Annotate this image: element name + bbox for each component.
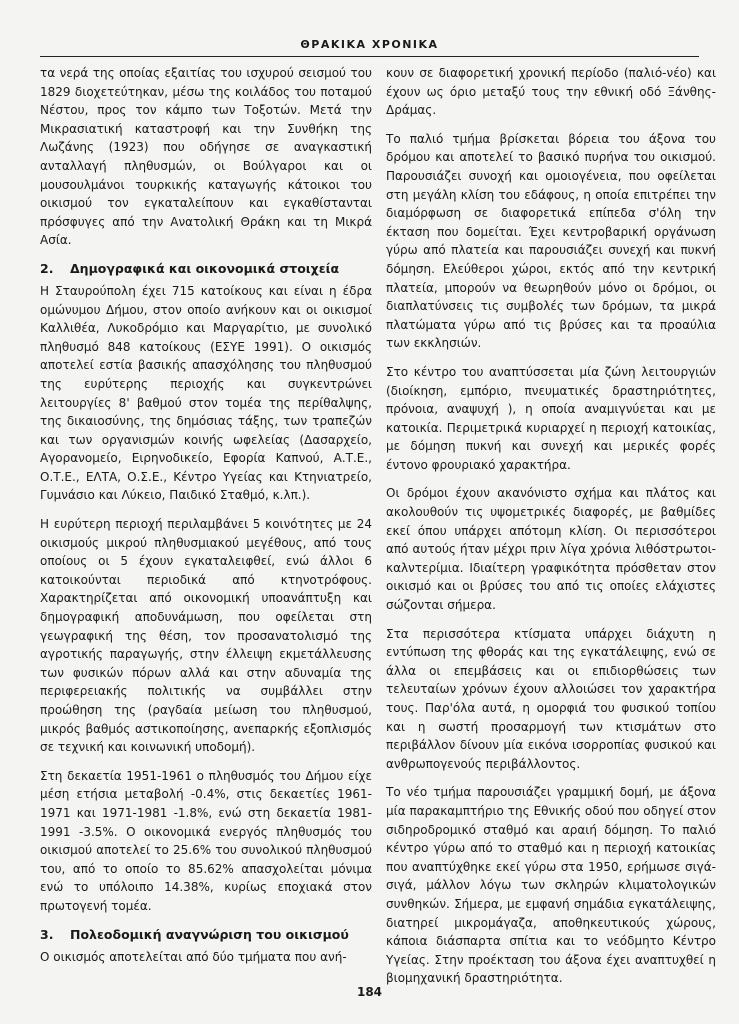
running-title: ΘΡΑΚΙΚΑ ΧΡΟΝΙΚΑ	[300, 38, 439, 51]
section-heading-2	[40, 260, 372, 278]
paragraph: Το παλιό τμήμα βρίσκεται βόρεια του άξονα του δρόμου και αποτελεί το βασικό πυρήνα του οικισμού. Παρουσιάζει συνοχή και ομοιογένεια, που οφείλεται στη μεγάλη κλίση του εδάφους, η οποία επιτρέπει την διαμόρφωση σε διαφορετικά επίπεδα σ'όλη την έκταση που δομείται. Έχει κεντροβαρική οργάνωση γύρω από πλατεία και παρουσιάζει συνεχή και πυκνή δόμηση. Ελεύθεροι χώροι, εκτός από την κεντρική πλατεία, μπορούν να θεωρηθούν μόνο οι δρόμοι, οι διαπλατύνσεις τις συμβολές των δρόμων, τα μικρά πλατώματα γύρω από τις βρύσες και τα προαύλια των εκκλησιών.	[386, 131, 716, 351]
right-column	[386, 64, 716, 998]
paragraph: Το νέο τμήμα παρουσιάζει γραμμική δομή, με άξονα μία παρακαμπτήριο της Εθνικής οδού που οδηγεί στον σιδηροδρομικό σταθμό και αραιή δόμηση. Το παλιό κέντρο γύρω από το σταθμό και η περιοχή κατοικίας που αναπτύχθηκε εκεί γύρω στα 1950, ερήμωσε σιγά-σιγά, μάλλον λόγω των σκληρών κλιματολογικών συνθηκών. Σήμερα, με εμφανή σημάδια εγκατάλειψης, διατηρεί μικρομάγαζα, αποθηκευτικούς χώρους, κάποια διάσπαρτα σπίτια και το νεόδμητο Κέντρο Υγείας. Στην προέκταση του άξονα έχει αναπτυχθεί η βιομηχανική δραστηριότητα.	[386, 785, 716, 986]
header-rule	[40, 56, 699, 57]
section-title: Δημογραφικά και οικονομικά στοιχεία	[70, 260, 340, 276]
paragraph: Στα περισσότερα κτίσματα υπάρχει διάχυτη η εντύπωση της φθοράς και της εγκατάλειψης, ενώ σε άλλα οι επεμβάσεις και οι επιδιορθώσεις των τελευταίων χρόνων έχουν αλλοιώσει τον χαρακτήρα τους. Παρ'όλα αυτά, η ομορφιά του φυσικού τοπίου και η σωστή προσαρμογή των κτισμάτων στο περιβάλλον δίνουν μία εικόνα ισορροπίας φυσικού και ανθρωπογενούς περιβάλλοντος.	[386, 626, 716, 771]
paragraph: Η ευρύτερη περιοχή περιλαμβάνει 5 κοινότητες με 24 οικισμούς μικρού πληθυσμιακού μεγέθους, από τους οποίους οι 5 έχουν εγκαταλειφθεί, ενώ άλλοι 6 κατοικούνται περιοδικά από κτηνοτρόφους. Χαρακτηρίζεται από οικονομική υποανάπτυξη και δημογραφική αποδυνάμωση, που οφείλεται στη γεωγραφική της θέση, τον προσανατολισμό της αγροτικής παραγωγής, στην έλλειψη εκμετάλλευσης των φυσικών πόρων αλλά και στην αδυναμία της περιφερειακής πολιτικής να συμβάλλει στην προώθηση της (ραγδαία μείωση του πληθυσμού, μικρός βαθμός αστικοποίησης, ανεπαρκής εξοπλισμός σε τεχνική και κοινωνική υποδομή).	[40, 517, 372, 755]
paragraph: Στο κέντρο του αναπτύσσεται μία ζώνη λειτουργιών (διοίκηση, εμπόριο, πνευματικές δραστηριότητες, πρόνοια, αναψυχή ), η οποία αναμιγνύεται και με κατοικία. Περιμετρικά κυριαρχεί η περιοχή κατοικίας, με δόμηση πυκνή και συνεχή και μερικές φορές έντονο φρουριακό χαρακτήρα.	[386, 364, 716, 472]
section-title: Πολεοδομική αναγνώριση του οικισμού	[70, 926, 349, 942]
page-number: 184	[356, 985, 383, 999]
paragraph: κουν σε διαφορετική χρονική περίοδο (παλιό-νέο) και έχουν ως όριο μεταξύ τους την εθνική οδό Ξάνθης-Δράμας.	[386, 66, 716, 118]
section-heading-3	[40, 926, 372, 944]
section-number: 3.	[40, 926, 54, 942]
left-column	[40, 64, 372, 976]
paragraph: Οι δρόμοι έχουν ακανόνιστο σχήμα και πλάτος και ακολουθούν τις υψομετρικές διαφορές, με βαθμίδες εκεί όπου υπάρχει απότομη κλίση. Οι περισσότεροι από αυτούς ήταν μέχρι πριν λίγα χρόνια λιθόστρωτοι-καλντερίμια. Ιδιαίτερη γραφικότητα πρόσθεταν στον οικισμό και οι βρύσες του από τις οποίες ελάχιστες σώζονται σήμερα.	[386, 486, 716, 613]
paragraph: Ο οικισμός αποτελείται από δύο τμήματα που ανή-	[40, 949, 347, 964]
paragraph: Η Σταυρούπολη έχει 715 κατοίκους και είναι η έδρα ομώνυμου Δήμου, στον οποίο ανήκουν και οι οικισμοί Καλλιθέα, Λυκοδρόμιο και Μαργαρίτιο, με συνολικό πληθυσμό 848 κατοίκους (ΕΣΥΕ 1991). Ο οικισμός αποτελεί εστία βασικής απασχόλησης του πληθυσμού της ευρύτερης περιοχής και συγκεντρώνει λειτουργίες 8' βαθμού στον τομέα της περίθαλψης, της δικαιοσύνης, της δημόσιας τάξης, των τραπεζών και των οργανισμών κοινής ωφελείας (Δασαρχείο, Αγορανομείο, Ειρηνοδικείο, Εφορία Καπνού, Α.Τ.Ε., Ο.Τ.Ε., ΕΛΤΑ, Ο.Σ.Ε., Κέντρο Υγείας και Κτηνιατρείο, Γυμνάσιο και Λύκειο, Παιδικό Σταθμό, κ.λπ.).	[40, 283, 372, 503]
paragraph: Στη δεκαετία 1951-1961 ο πληθυσμός του Δήμου είχε μέση ετήσια μεταβολή -0.4%, στις δεκαετίες 1961-1971 και 1971-1981 -1.8%, ενώ στη δεκαετία 1981-1991 -3.5%. Ο οικονομικά ενεργός πληθυσμός του οικισμού αποτελεί το 25.6% του συνολικού πληθυσμού του, από το οποίο το 85.62% απασχολείται μόνιμα ενώ το υπόλοιπο 14.38%, κυρίως εποχιακά στον πρωτογενή τομέα.	[40, 768, 372, 913]
paragraph: τα νερά της οποίας εξαιτίας του ισχυρού σεισμού του 1829 διοχετεύτηκαν, μέσω της κοιλάδος του ποταμού Νέστου, προς τον κάμπο των Τοξοτών. Μετά την Μικρασιατική καταστροφή και την Συνθήκη της Λωζάνης (1923) που οδήγησε σε αναγκαστική ανταλλαγή πληθυσμών, οι Βούλγαροι και οι μουσουλμάνοι τουρκικής καταγωγής κάτοικοι του οικισμού τον εγκαταλείπουν και εγκαθίστανται πρόσφυγες από την Ανατολική Θράκη και τη Μικρά Ασία.	[40, 66, 372, 248]
section-number: 2.	[40, 260, 54, 276]
